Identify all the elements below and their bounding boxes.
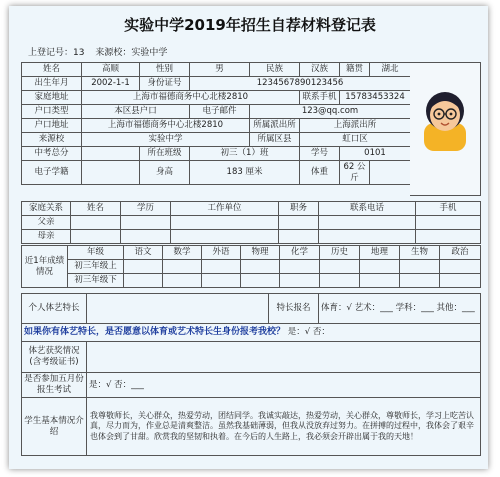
weight-label: 体重 xyxy=(300,161,340,185)
hukou-address-label: 户口地址 xyxy=(22,119,82,133)
grades-header-chemistry: 化学 xyxy=(280,246,320,260)
form-title: 实验中学2019年招生自荐材料登记表 xyxy=(124,16,376,34)
address-label: 家庭地址 xyxy=(22,91,82,105)
gender-value: 男 xyxy=(190,63,250,77)
grades-row-term1: 初三年级上 xyxy=(68,260,124,274)
name-label: 姓名 xyxy=(22,63,82,77)
avatar-eye-left xyxy=(438,113,441,116)
school-label: 来源校 xyxy=(22,133,82,147)
birth-label: 出生年月 xyxy=(22,77,82,91)
grades-header-physics: 物理 xyxy=(241,246,280,260)
birth-value: 2002-1-1 xyxy=(82,77,140,91)
family-header-phone: 联系电话 xyxy=(319,202,416,216)
phone-value: 15783453324 xyxy=(340,91,411,105)
hukou-type-value: 本区县户口 xyxy=(82,105,190,119)
form-meta xyxy=(28,45,175,58)
ethnicity-label: 民族 xyxy=(250,63,300,77)
height-label: 身高 xyxy=(140,161,190,185)
score-value xyxy=(82,147,140,161)
family-row-mother: 母亲 xyxy=(22,230,71,244)
avatar-illustration xyxy=(423,87,467,151)
grades-header-politics: 政治 xyxy=(440,246,481,260)
origin-label: 籍贯 xyxy=(340,63,370,77)
talent-report-value: 体育：√ 艺术：___ 学科：___ 其他：___ xyxy=(319,294,481,324)
blank-cell xyxy=(370,161,411,185)
district-value: 虹口区 xyxy=(300,133,411,147)
talent-table xyxy=(21,293,481,456)
talent-report-label: 特长报名 xyxy=(269,294,319,324)
grades-header-chinese: 语文 xyxy=(124,246,163,260)
class-value: 初三（1）班 xyxy=(190,147,300,161)
email-label: 电子邮件 xyxy=(190,105,250,119)
family-header-position: 职务 xyxy=(279,202,319,216)
hukou-address-value: 上海市福德商务中心北楼2810 xyxy=(82,119,250,133)
eid-value xyxy=(82,161,140,185)
grades-header-biology: 生物 xyxy=(400,246,440,260)
address-value: 上海市福德商务中心北楼2810 xyxy=(82,91,300,105)
hukou-type-label: 户口类型 xyxy=(22,105,82,119)
grades-table xyxy=(21,245,481,288)
talent-question-row xyxy=(22,324,481,342)
source-school: 来源校：实验中学 xyxy=(95,48,168,58)
police-value: 上海派出所 xyxy=(300,119,411,133)
student-photo xyxy=(410,62,481,196)
police-label: 所属派出所 xyxy=(250,119,300,133)
email-value: 123@qq.com xyxy=(250,105,411,119)
ethnicity-value: 汉族 xyxy=(300,63,340,77)
intro-label: 学生基本情况介绍 xyxy=(22,398,87,456)
awards-label: 体艺获奖情况(含考级证书) xyxy=(22,342,87,373)
exam-answer: 是：√ 否：___ xyxy=(87,373,481,398)
grades-header-math: 数学 xyxy=(163,246,202,260)
avatar-eye-right xyxy=(450,113,453,116)
grades-header-geography: 地理 xyxy=(360,246,400,260)
gender-label: 性别 xyxy=(140,63,190,77)
eid-label: 电子学籍 xyxy=(22,161,82,185)
family-table xyxy=(21,201,481,244)
family-header-mobile: 手机 xyxy=(416,202,481,216)
family-header-relation: 家庭关系 xyxy=(22,202,71,216)
awards-value xyxy=(87,342,481,373)
origin-value: 湖北 xyxy=(370,63,411,77)
exam-label: 是否参加五月份报生考试 xyxy=(22,373,87,398)
student-no-label: 学号 xyxy=(300,147,340,161)
family-header-name: 姓名 xyxy=(71,202,121,216)
grades-row-term2: 初三年级下 xyxy=(68,274,124,288)
grades-header-history: 历史 xyxy=(320,246,360,260)
basic-info-table xyxy=(21,62,411,185)
grades-label: 近1年成绩情况 xyxy=(22,246,68,288)
height-value: 183 厘米 xyxy=(190,161,300,185)
talent-question: 如果你有体艺特长，是否愿意以体育或艺术特长生身份报考我校？ xyxy=(24,327,286,337)
student-no-value: 0101 xyxy=(340,147,411,161)
phone-label: 联系手机 xyxy=(300,91,340,105)
id-label: 身份证号 xyxy=(140,77,190,91)
grades-header-foreign: 外语 xyxy=(202,246,241,260)
district-label: 所属区县 xyxy=(250,133,300,147)
intro-text: 我尊敬师长，关心群众，热爱劳动，团结同学。我诚实敲达，热爱劳动，关心群众，尊敬师长，学习上吃苦认真，尽力而为，作业总是清爽整洁。虽然我基础薄弱，但我从没放弃过努力。在拼搏的过程中，我体会了艰辛也体会到了甘甜。欣赏我的坚韧和执着。在今后的人生路上，我必须会开辟出属于我的天地！ xyxy=(87,398,481,456)
talent-question-answer: 是：√ 否： xyxy=(287,327,330,337)
registration-number: 上登记号：13 xyxy=(28,48,85,58)
grades-header-grade: 年级 xyxy=(68,246,124,260)
family-header-education: 学历 xyxy=(121,202,171,216)
class-label: 所在班级 xyxy=(140,147,190,161)
family-header-employer: 工作单位 xyxy=(171,202,279,216)
family-row-father: 父亲 xyxy=(22,216,71,230)
id-value: 1234567890123456 xyxy=(190,77,411,91)
school-value: 实验中学 xyxy=(82,133,250,147)
weight-value: 62 公斤 xyxy=(340,161,370,185)
talent-label: 个人体艺特长 xyxy=(22,294,87,324)
name-value: 高顺 xyxy=(82,63,140,77)
score-label: 中考总分 xyxy=(22,147,82,161)
